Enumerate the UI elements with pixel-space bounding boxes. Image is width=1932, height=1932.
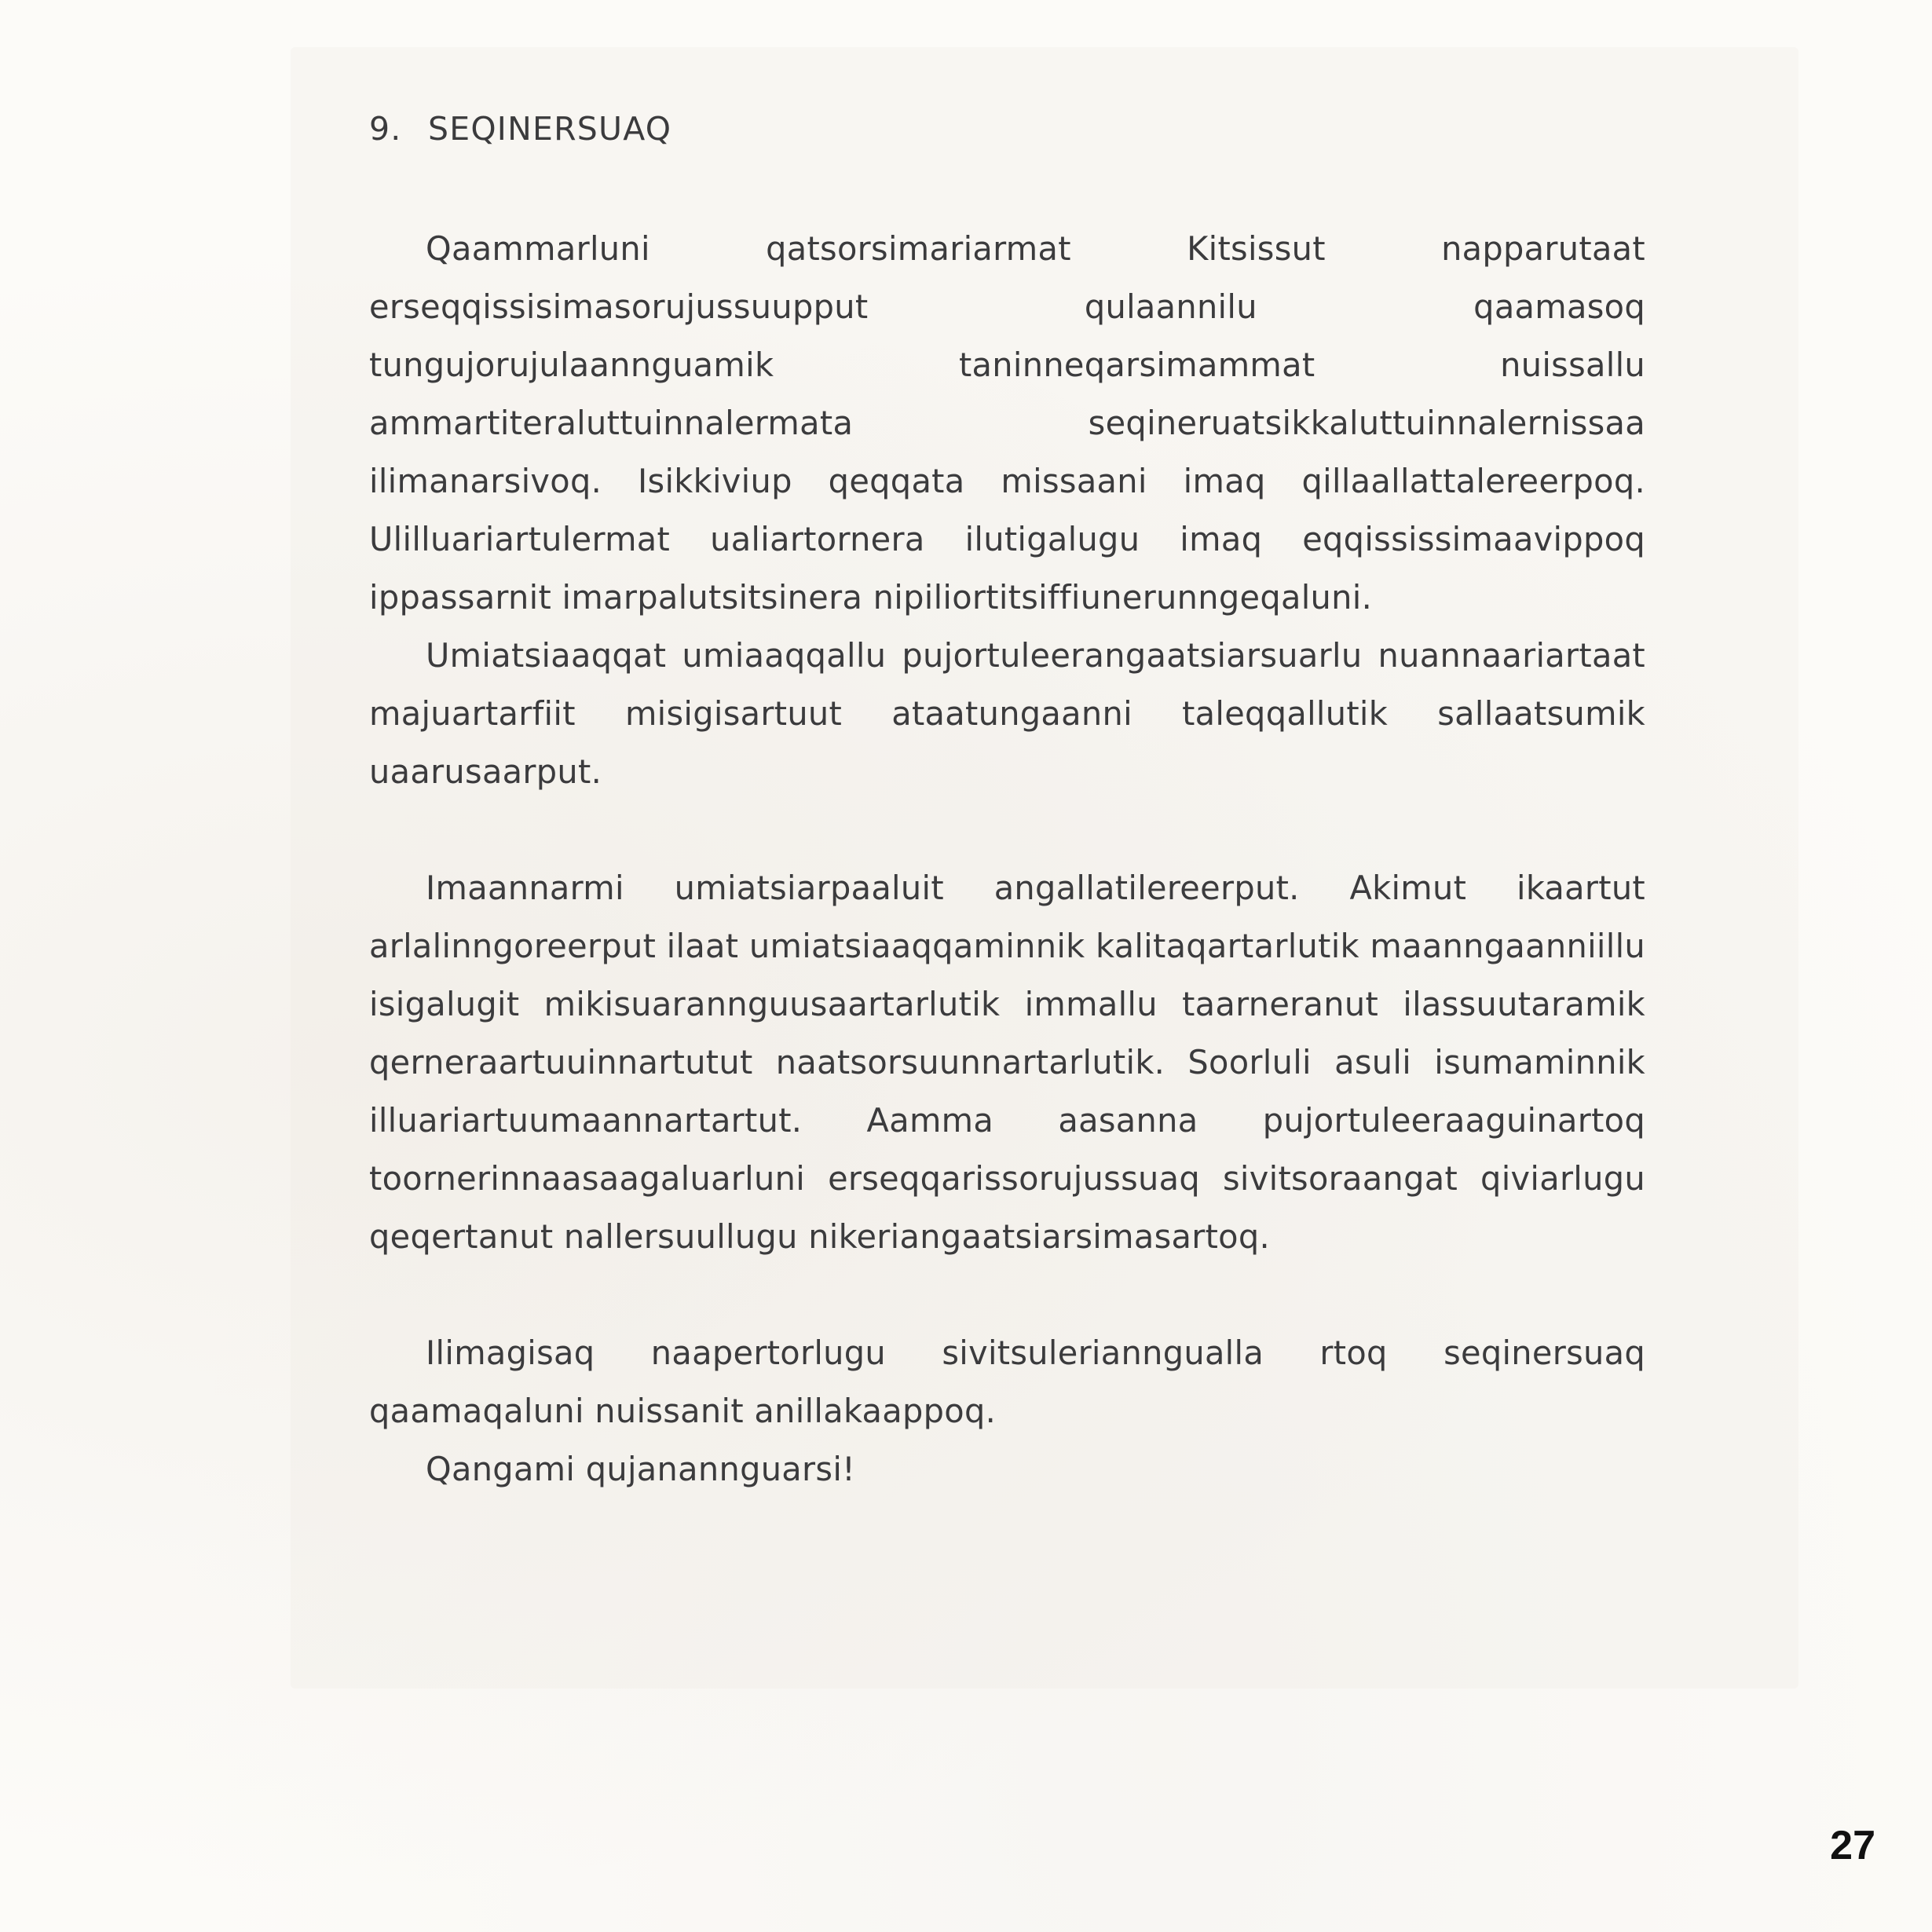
paragraph: Imaannarmi umiatsiarpaaluit angallatilereerput. Akimut ikaartut arlalinngoreerput ilaat umiatsiaaqqaminnik kalitaqartarlutik maanngaanniillu isigalugit mikisuarannguusaartarlutik immallu taarneranut ilassuutaramik qerneraartuuinnartutut naatsorsuunnartarlutik. Soorluli asuli isumaminnik illuariartuumaannartartut. Aamma aasanna pujortuleeraaguinartoq toornerinnaasaagaluarluni erseqqarissorujussuaq sivitsoraangat qiviarlugu qeqertanut nallersuullugu nikeriangaatsiarsimasartoq. bbox=[369, 869, 1645, 1256]
section-heading bbox=[369, 110, 1645, 148]
paragraph-gap bbox=[369, 1266, 1645, 1324]
page-content bbox=[369, 110, 1645, 1498]
paragraph: Ilimagisaq naapertorlugu sivitsulerianngualla rtoq seqinersuaq qaamaqaluni nuissanit anillakaappoq. bbox=[369, 1334, 1645, 1430]
section-number: 9. bbox=[369, 110, 402, 148]
section-title: SEQINERSUAQ bbox=[428, 110, 672, 148]
paragraph: Qaammarluni qatsorsimariarmat Kitsissut napparutaat erseqqissisimasorujussuupput qulaannilu qaamasoq tungujorujulaannguamik taninneqarsimammat nuissallu ammartiteraluttuinnalermata seqineruatsikkaluttuinnalernissaa ilimanarsivoq. Isikkiviup qeqqata missaani imaq qillaallattalereerpoq. Ulilluariartulermat ualiartornera ilutigalugu imaq eqqississimaavippoq ippassarnit imarpalutsitsinera nipiliortitsiffiunerunngeqaluni. bbox=[369, 229, 1645, 617]
paragraph-gap bbox=[369, 801, 1645, 859]
paragraph: Umiatsiaaqqat umiaaqqallu pujortuleerangaatsiarsuarlu nuannaariartaat majuartarfiit misigisartuut ataatungaanni taleqqallutik sallaatsumik uaarusaarput. bbox=[369, 636, 1645, 791]
paragraph: Qangami qujanannguarsi! bbox=[426, 1450, 856, 1488]
page-number: 27 bbox=[1830, 1823, 1875, 1868]
